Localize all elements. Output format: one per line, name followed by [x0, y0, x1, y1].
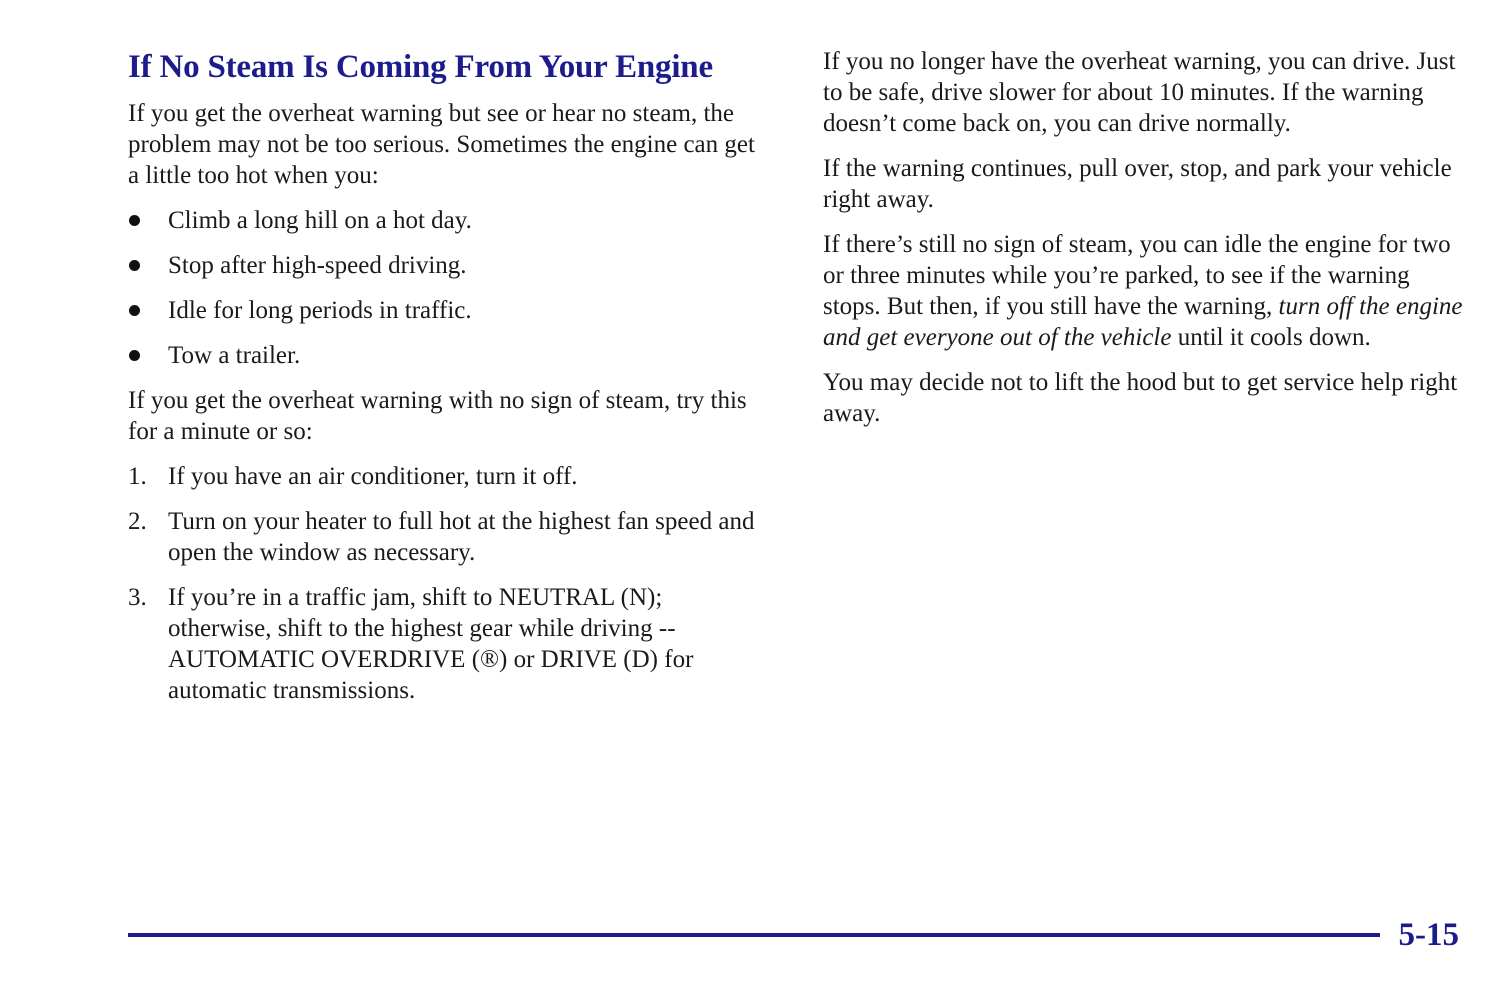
- step-number: 2.: [128, 508, 147, 535]
- no-warning-paragraph: If you no longer have the overheat warning, you can drive. Just to be safe, drive slower for about 10 minutes. If the warning doesn’t come back on, you can drive normally.: [823, 48, 1456, 137]
- list-item: Tow a trailer.: [128, 340, 768, 371]
- bullet-icon: [129, 215, 140, 226]
- step-number: 3.: [128, 584, 147, 611]
- section-heading: If No Steam Is Coming From Your Engine: [128, 49, 713, 85]
- warning-continues-paragraph: If the warning continues, pull over, stop, and park your vehicle right away.: [823, 155, 1452, 213]
- list-item: Climb a long hill on a hot day.: [128, 205, 768, 236]
- conditions-list: [128, 205, 768, 371]
- right-column: [823, 46, 1463, 443]
- service-paragraph: You may decide not to lift the hood but to get service help right away.: [823, 369, 1458, 427]
- bullet-icon: [129, 350, 140, 361]
- italic-warning-text: turn off the engine and get everyone out of the vehicle: [823, 293, 1463, 351]
- step-item: [128, 582, 768, 706]
- step-number: 1.: [128, 463, 147, 490]
- list-item: Idle for long periods in traffic.: [128, 295, 768, 326]
- step-item: [128, 506, 768, 568]
- idle-engine-paragraph: If there’s still no sign of steam, you can idle the engine for two or three minutes while you’re parked, to see if the warning stops. But then, if you still have the warning, turn off the engine and get everyone out of the vehicle until it cools down.: [823, 231, 1463, 351]
- bullet-icon: [129, 305, 140, 316]
- footer-rule: [128, 933, 1380, 937]
- steps-list: [128, 461, 768, 706]
- step-text: Turn on your heater to full hot at the highest fan speed and open the window as necessary.: [168, 508, 755, 566]
- step-text: If you have an air conditioner, turn it off.: [168, 463, 578, 490]
- step-item: [128, 461, 768, 492]
- bullet-icon: [129, 260, 140, 271]
- step-text: If you’re in a traffic jam, shift to NEUTRAL (N); otherwise, shift to the highest gear while driving -- AUTOMATIC OVERDRIVE (®) or DRIVE (D) for automatic transmissions.: [168, 584, 694, 704]
- intro-paragraph: If you get the overheat warning but see or hear no steam, the problem may not be too serious. Sometimes the engine can get a little too hot when you:: [128, 100, 755, 189]
- left-column: [128, 46, 768, 720]
- page-number: 5-15: [1398, 917, 1459, 953]
- instruction-paragraph: If you get the overheat warning with no sign of steam, try this for a minute or so:: [128, 387, 747, 445]
- list-item: Stop after high-speed driving.: [128, 250, 768, 281]
